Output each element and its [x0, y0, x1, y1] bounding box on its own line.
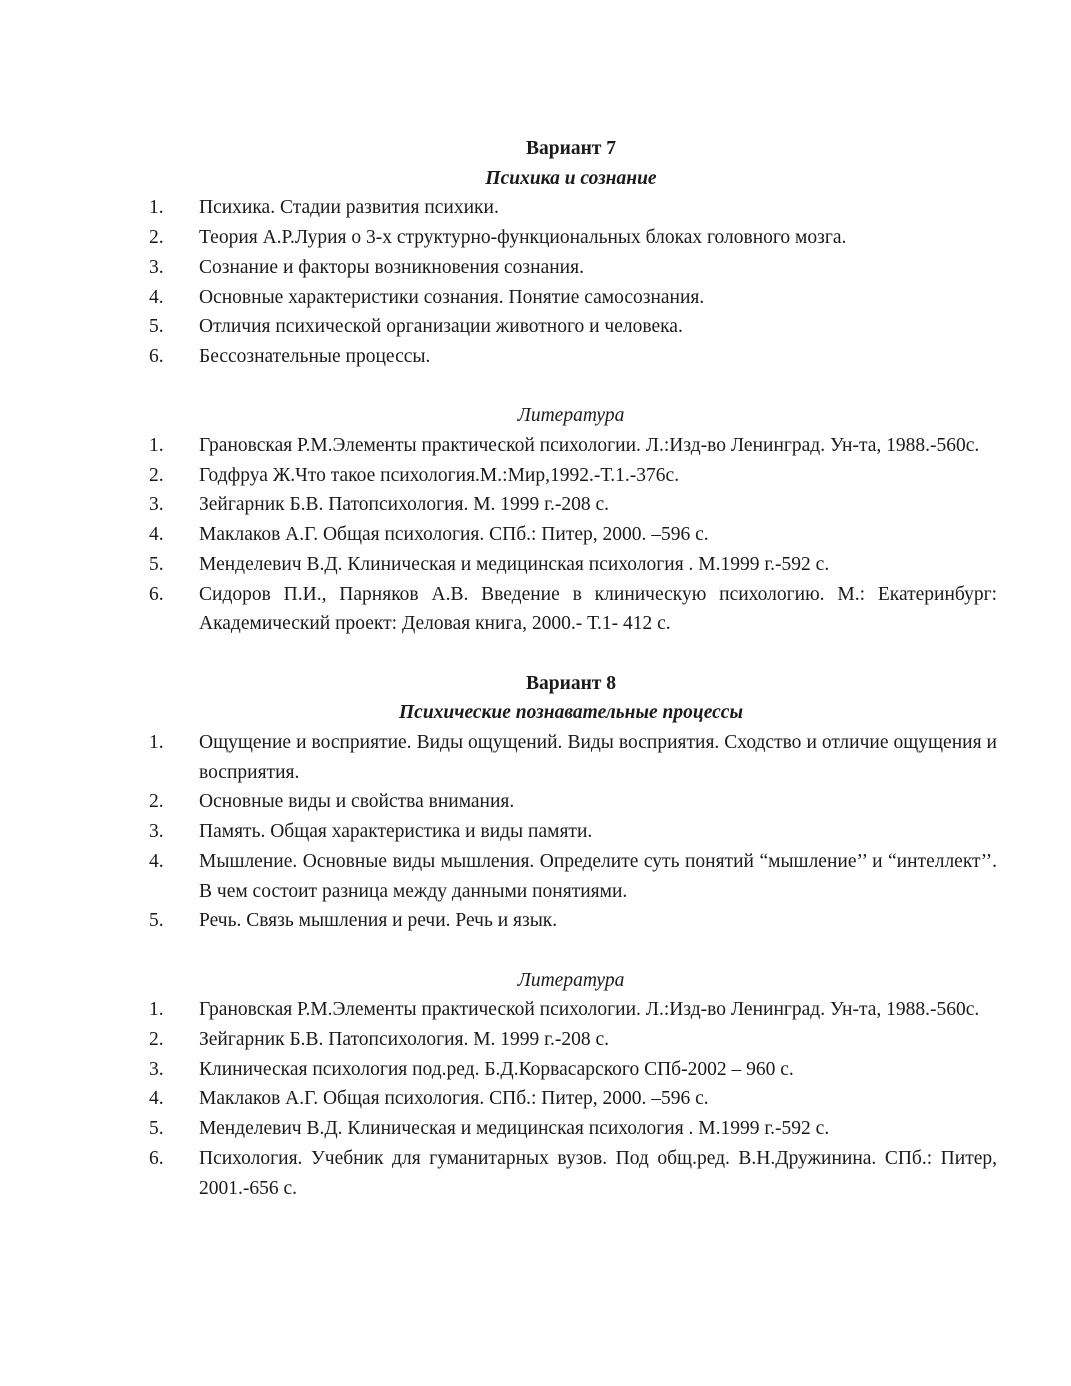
item-number: 2.: [149, 791, 164, 813]
literature-list: [145, 995, 997, 1203]
item-number: 5.: [149, 553, 164, 575]
item-text: Психология. Учебник для гуманитарных вузов. Под общ.ред. В.Н.Дружинина. СПб.: Питер, 2001.-656 с.: [199, 1147, 997, 1199]
item-number: 5.: [149, 316, 164, 338]
item-number: 2.: [149, 464, 164, 486]
list-item: [145, 906, 997, 936]
item-text: Годфруа Ж.Что такое психология.М.:Мир,1992.-Т.1.-376с.: [199, 464, 680, 486]
item-number: 6.: [149, 1147, 164, 1169]
topic-title: Психические познавательные процессы: [399, 702, 743, 724]
item-number: 1.: [149, 732, 164, 754]
item-text: Основные характеристики сознания. Понятие самосознания.: [199, 286, 705, 308]
list-item: [145, 1144, 997, 1203]
item-text: Зейгарник Б.В. Патопсихология. М. 1999 г.-208 с.: [199, 494, 610, 516]
literature-title: Литература: [517, 405, 625, 427]
item-text: Менделевич В.Д. Клиническая и медицинская психология . М.1999 г.-592 с.: [199, 553, 830, 575]
list-item: [145, 461, 997, 491]
item-text: Сознание и факторы возникновения сознания.: [199, 256, 584, 278]
item-number: 1.: [149, 435, 164, 457]
item-text: Речь. Связь мышления и речи. Речь и язык.: [199, 910, 558, 932]
document-page: [145, 134, 997, 1203]
list-item: [145, 223, 997, 253]
item-text: Грановская Р.М.Элементы практической психологии. Л.:Изд-во Ленинград. Ун-та, 1988.-560с.: [199, 999, 980, 1021]
questions-list: [145, 193, 997, 371]
item-text: Отличия психической организации животного и человека.: [199, 316, 683, 338]
topic-title: Психика и сознание: [485, 167, 657, 189]
variant-title: Вариант 8: [525, 672, 617, 694]
item-text: Мышление. Основные виды мышления. Определите суть понятий “мышление’’ и “интеллект’’. В чем состоит разница между данными понятиями.: [199, 850, 997, 902]
list-item: [145, 490, 997, 520]
item-number: 1.: [149, 197, 164, 219]
list-item: [145, 342, 997, 372]
item-number: 1.: [149, 999, 164, 1021]
spacer: [145, 936, 997, 966]
literature-title: Литература: [517, 969, 625, 991]
variant-8-section: [145, 669, 997, 1204]
item-text: Основные виды и свойства внимания.: [199, 791, 515, 813]
list-item: [145, 193, 997, 223]
item-text: Память. Общая характеристика и виды памяти.: [199, 821, 593, 843]
list-item: [145, 995, 997, 1025]
list-item: [145, 580, 997, 639]
literature-list: [145, 431, 997, 639]
list-item: [145, 283, 997, 313]
item-number: 5.: [149, 1118, 164, 1140]
spacer: [145, 372, 997, 402]
item-number: 6.: [149, 345, 164, 367]
item-number: 5.: [149, 910, 164, 932]
item-text: Психика. Стадии развития психики.: [199, 197, 499, 219]
item-text: Бессознательные процессы.: [199, 345, 431, 367]
variant-title: Вариант 7: [525, 138, 617, 159]
item-text: Менделевич В.Д. Клиническая и медицинская психология . М.1999 г.-592 с.: [199, 1118, 830, 1140]
list-item: [145, 253, 997, 283]
item-number: 4.: [149, 850, 164, 872]
list-item: [145, 431, 997, 461]
item-text: Клиническая психология под.ред. Б.Д.Корвасарского СПб-2002 – 960 с.: [199, 1058, 794, 1080]
item-number: 4.: [149, 1088, 164, 1110]
list-item: [145, 312, 997, 342]
list-item: [145, 1114, 997, 1144]
item-number: 3.: [149, 256, 164, 278]
list-item: [145, 1055, 997, 1085]
item-number: 3.: [149, 494, 164, 516]
spacer: [145, 639, 997, 669]
list-item: [145, 787, 997, 817]
item-text: Зейгарник Б.В. Патопсихология. М. 1999 г.-208 с.: [199, 1029, 610, 1051]
list-item: [145, 817, 997, 847]
item-number: 4.: [149, 524, 164, 546]
item-text: Маклаков А.Г. Общая психология. СПб.: Питер, 2000. –596 с.: [199, 1088, 709, 1110]
list-item: [145, 1025, 997, 1055]
item-text: Грановская Р.М.Элементы практической психологии. Л.:Изд-во Ленинград. Ун-та, 1988.-560с.: [199, 435, 980, 457]
list-item: [145, 847, 997, 906]
item-number: 3.: [149, 1058, 164, 1080]
item-text: Ощущение и восприятие. Виды ощущений. Виды восприятия. Сходство и отличие ощущения и восприятия.: [199, 732, 997, 783]
item-number: 2.: [149, 227, 164, 249]
item-text: Теория А.Р.Лурия о 3-х структурно-функциональных блоках головного мозга.: [199, 227, 847, 249]
list-item: [145, 550, 997, 580]
list-item: [145, 520, 997, 550]
item-number: 2.: [149, 1029, 164, 1051]
item-text: Маклаков А.Г. Общая психология. СПб.: Питер, 2000. –596 с.: [199, 524, 709, 546]
list-item: [145, 728, 997, 787]
item-number: 4.: [149, 286, 164, 308]
list-item: [145, 1084, 997, 1114]
questions-list: [145, 728, 997, 936]
item-number: 6.: [149, 583, 164, 605]
item-text: Сидоров П.И., Парняков А.В. Введение в клиническую психологию. М.: Екатеринбург: Академический проект: Деловая книга, 2000.- Т.1- 412 с.: [199, 583, 997, 635]
variant-7-section: [145, 134, 997, 639]
item-number: 3.: [149, 821, 164, 843]
